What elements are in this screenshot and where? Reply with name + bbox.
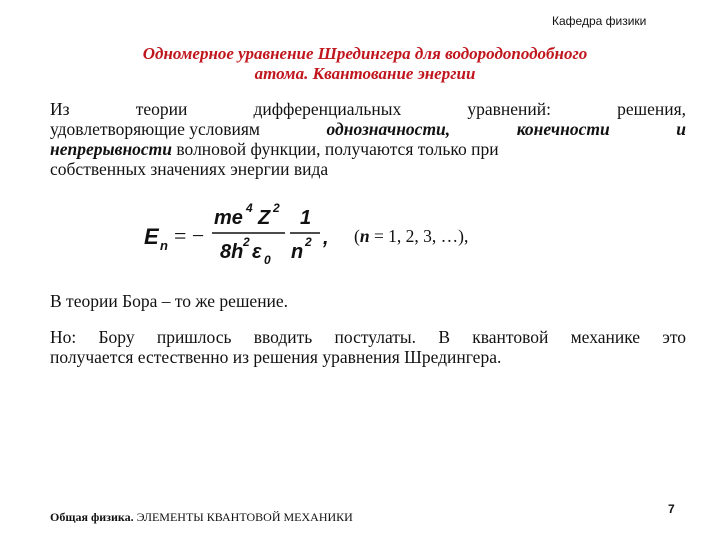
department-label: Кафедра физики [552, 14, 647, 28]
fraction-1-numerator-z: Z [258, 207, 271, 229]
formula-lhs-subscript: n [160, 238, 168, 253]
energy-formula [140, 200, 520, 272]
word: решения, [617, 99, 686, 119]
formula-comma: , [323, 227, 329, 249]
title-line-1: Одномерное уравнение Шредингера для водородоподобного [142, 44, 588, 63]
word: вводить [253, 327, 313, 347]
slide-title [60, 44, 670, 84]
formula-condition [354, 226, 468, 246]
fraction-1-numerator-exp: 4 [246, 201, 253, 215]
emphasis-continuity: непрерывности [50, 139, 173, 159]
word: квантовой [472, 327, 549, 347]
formula-lhs: E [144, 224, 159, 249]
paragraph-intro [50, 99, 686, 179]
word: Но: [50, 327, 77, 347]
fraction-1-denominator-eps: ε [252, 241, 262, 263]
fraction-2-denominator-exp: 2 [305, 235, 312, 249]
fraction-1-numerator-z-exp: 2 [273, 201, 280, 215]
emphasis-uniqueness: однозначности, [326, 119, 451, 139]
word: Бору [98, 327, 135, 347]
paragraph-postulates-line-2: получается естественно из решения уравнения Шредингера. [50, 347, 502, 367]
footer [50, 510, 353, 525]
footer-section: ЭЛЕМЕНТЫ КВАНТОВОЙ МЕХАНИКИ [133, 510, 353, 524]
paragraph-postulates [50, 327, 686, 367]
paragraph-intro-line-3 [50, 139, 686, 159]
paragraph-bohr: В теории Бора – то же решение. [50, 291, 289, 311]
text-segment: удовлетворяющие условиям [50, 119, 260, 139]
word: В [438, 327, 450, 347]
page-number: 7 [668, 502, 675, 516]
word: теории [135, 99, 188, 119]
paragraph-intro-line-2 [50, 119, 686, 139]
footer-course: Общая физика. [50, 510, 134, 524]
word: Из [50, 99, 70, 119]
condition-values: = 1, 2, 3, …), [369, 226, 469, 246]
paragraph-postulates-line-1 [50, 327, 686, 347]
condition-open-paren: ( [354, 226, 360, 246]
fraction-1-denominator-exp: 2 [243, 235, 250, 249]
formula-equals-minus: = − [174, 223, 205, 248]
fraction-1-numerator: me [214, 207, 243, 229]
energy-formula-svg [140, 200, 520, 272]
word: уравнений: [467, 99, 551, 119]
word: это [662, 327, 686, 347]
title-line-2: атома. Квантование энергии [254, 64, 476, 83]
word: пришлось [156, 327, 232, 347]
fraction-1-denominator: 8h [220, 241, 244, 263]
paragraph-intro-line-4: собственных значениях энергии вида [50, 159, 329, 179]
emphasis-finiteness: конечности [516, 119, 610, 139]
word: постулаты. [334, 327, 417, 347]
fraction-2-denominator: n [291, 241, 304, 263]
word: механике [570, 327, 641, 347]
fraction-2-numerator: 1 [300, 207, 312, 229]
paragraph-intro-line-1 [50, 99, 686, 119]
condition-n: n [359, 226, 370, 246]
fraction-1-denominator-eps-sub: 0 [264, 253, 271, 267]
emphasis-and: и [676, 119, 686, 139]
word: дифференциальных [253, 99, 402, 119]
text-segment: волновой функции, получаются только при [172, 139, 499, 159]
